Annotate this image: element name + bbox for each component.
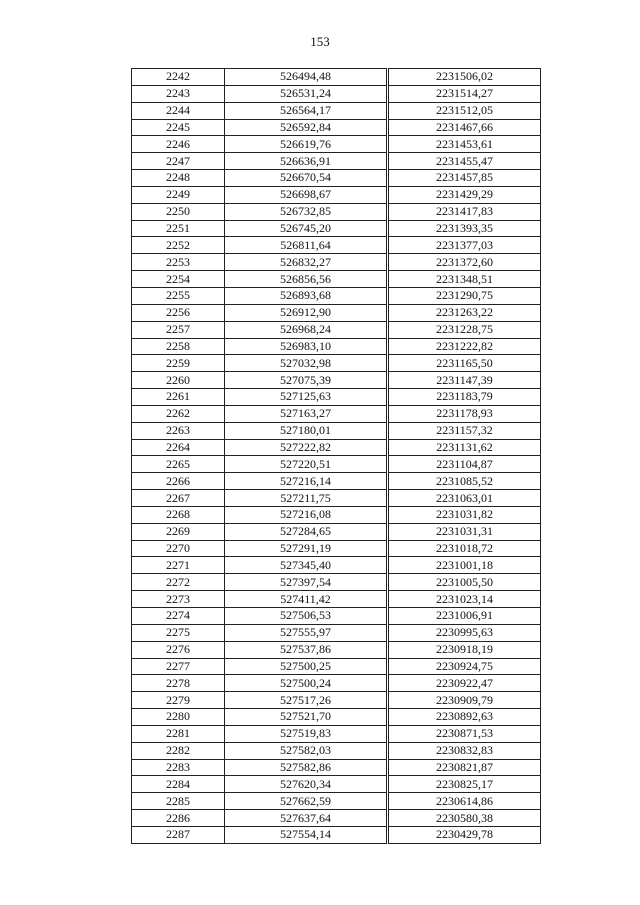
y-coordinate-cell: 2230429,78 bbox=[388, 826, 541, 843]
x-coordinate-cell: 527620,34 bbox=[225, 776, 388, 793]
point-number-cell: 2249 bbox=[132, 186, 225, 203]
y-coordinate-cell: 2231085,52 bbox=[388, 473, 541, 490]
point-number-cell: 2261 bbox=[132, 389, 225, 406]
table-row bbox=[132, 237, 541, 254]
point-number-cell: 2248 bbox=[132, 170, 225, 187]
table-row bbox=[132, 506, 541, 523]
table-row bbox=[132, 372, 541, 389]
y-coordinate-cell: 2231506,02 bbox=[388, 69, 541, 86]
y-coordinate-cell: 2231147,39 bbox=[388, 372, 541, 389]
y-coordinate-cell: 2230892,63 bbox=[388, 709, 541, 726]
point-number-cell: 2246 bbox=[132, 136, 225, 153]
x-coordinate-cell: 527284,65 bbox=[225, 523, 388, 540]
y-coordinate-cell: 2231063,01 bbox=[388, 490, 541, 507]
y-coordinate-cell: 2230580,38 bbox=[388, 810, 541, 827]
x-coordinate-cell: 526670,54 bbox=[225, 170, 388, 187]
table-row bbox=[132, 321, 541, 338]
point-number-cell: 2269 bbox=[132, 523, 225, 540]
table-row bbox=[132, 338, 541, 355]
table-row bbox=[132, 826, 541, 843]
table-row bbox=[132, 389, 541, 406]
table-row bbox=[132, 810, 541, 827]
x-coordinate-cell: 527582,03 bbox=[225, 742, 388, 759]
point-number-cell: 2259 bbox=[132, 355, 225, 372]
point-number-cell: 2264 bbox=[132, 439, 225, 456]
x-coordinate-cell: 527180,01 bbox=[225, 422, 388, 439]
table-row bbox=[132, 136, 541, 153]
point-number-cell: 2268 bbox=[132, 506, 225, 523]
point-number-cell: 2243 bbox=[132, 85, 225, 102]
y-coordinate-cell: 2231001,18 bbox=[388, 557, 541, 574]
x-coordinate-cell: 526912,90 bbox=[225, 304, 388, 321]
x-coordinate-cell: 527554,14 bbox=[225, 826, 388, 843]
x-coordinate-cell: 527345,40 bbox=[225, 557, 388, 574]
table-row bbox=[132, 439, 541, 456]
y-coordinate-cell: 2230825,17 bbox=[388, 776, 541, 793]
x-coordinate-cell: 526811,64 bbox=[225, 237, 388, 254]
point-number-cell: 2285 bbox=[132, 793, 225, 810]
y-coordinate-cell: 2231348,51 bbox=[388, 271, 541, 288]
table-row bbox=[132, 658, 541, 675]
y-coordinate-cell: 2231031,31 bbox=[388, 523, 541, 540]
y-coordinate-cell: 2230924,75 bbox=[388, 658, 541, 675]
x-coordinate-cell: 527216,08 bbox=[225, 506, 388, 523]
point-number-cell: 2260 bbox=[132, 372, 225, 389]
x-coordinate-cell: 527521,70 bbox=[225, 709, 388, 726]
y-coordinate-cell: 2231453,61 bbox=[388, 136, 541, 153]
table-row bbox=[132, 709, 541, 726]
x-coordinate-cell: 526968,24 bbox=[225, 321, 388, 338]
point-number-cell: 2271 bbox=[132, 557, 225, 574]
y-coordinate-cell: 2231104,87 bbox=[388, 456, 541, 473]
table-row bbox=[132, 540, 541, 557]
point-number-cell: 2279 bbox=[132, 692, 225, 709]
x-coordinate-cell: 527555,97 bbox=[225, 624, 388, 641]
point-number-cell: 2245 bbox=[132, 119, 225, 136]
point-number-cell: 2254 bbox=[132, 271, 225, 288]
y-coordinate-cell: 2230995,63 bbox=[388, 624, 541, 641]
x-coordinate-cell: 527500,25 bbox=[225, 658, 388, 675]
table-row bbox=[132, 574, 541, 591]
x-coordinate-cell: 526564,17 bbox=[225, 102, 388, 119]
y-coordinate-cell: 2231429,29 bbox=[388, 186, 541, 203]
y-coordinate-cell: 2230918,19 bbox=[388, 641, 541, 658]
table-row bbox=[132, 523, 541, 540]
x-coordinate-cell: 526531,24 bbox=[225, 85, 388, 102]
x-coordinate-cell: 527216,14 bbox=[225, 473, 388, 490]
y-coordinate-cell: 2231455,47 bbox=[388, 153, 541, 170]
table-row bbox=[132, 675, 541, 692]
x-coordinate-cell: 526619,76 bbox=[225, 136, 388, 153]
table-row bbox=[132, 203, 541, 220]
y-coordinate-cell: 2231157,32 bbox=[388, 422, 541, 439]
y-coordinate-cell: 2231512,05 bbox=[388, 102, 541, 119]
coordinates-table-body bbox=[132, 69, 541, 844]
table-row bbox=[132, 405, 541, 422]
table-row bbox=[132, 287, 541, 304]
point-number-cell: 2277 bbox=[132, 658, 225, 675]
point-number-cell: 2281 bbox=[132, 725, 225, 742]
page-number: 153 bbox=[310, 34, 330, 49]
x-coordinate-cell: 527411,42 bbox=[225, 591, 388, 608]
y-coordinate-cell: 2231467,66 bbox=[388, 119, 541, 136]
x-coordinate-cell: 526983,10 bbox=[225, 338, 388, 355]
x-coordinate-cell: 527500,24 bbox=[225, 675, 388, 692]
x-coordinate-cell: 527222,82 bbox=[225, 439, 388, 456]
y-coordinate-cell: 2231131,62 bbox=[388, 439, 541, 456]
x-coordinate-cell: 526856,56 bbox=[225, 271, 388, 288]
y-coordinate-cell: 2231290,75 bbox=[388, 287, 541, 304]
y-coordinate-cell: 2231377,03 bbox=[388, 237, 541, 254]
point-number-cell: 2280 bbox=[132, 709, 225, 726]
y-coordinate-cell: 2231005,50 bbox=[388, 574, 541, 591]
y-coordinate-cell: 2231006,91 bbox=[388, 608, 541, 625]
x-coordinate-cell: 527211,75 bbox=[225, 490, 388, 507]
table-row bbox=[132, 591, 541, 608]
point-number-cell: 2262 bbox=[132, 405, 225, 422]
table-row bbox=[132, 186, 541, 203]
x-coordinate-cell: 527075,39 bbox=[225, 372, 388, 389]
table-row bbox=[132, 85, 541, 102]
point-number-cell: 2272 bbox=[132, 574, 225, 591]
point-number-cell: 2251 bbox=[132, 220, 225, 237]
x-coordinate-cell: 526494,48 bbox=[225, 69, 388, 86]
point-number-cell: 2273 bbox=[132, 591, 225, 608]
table-row bbox=[132, 271, 541, 288]
point-number-cell: 2252 bbox=[132, 237, 225, 254]
table-row bbox=[132, 170, 541, 187]
x-coordinate-cell: 527125,63 bbox=[225, 389, 388, 406]
x-coordinate-cell: 527163,27 bbox=[225, 405, 388, 422]
point-number-cell: 2278 bbox=[132, 675, 225, 692]
y-coordinate-cell: 2230922,47 bbox=[388, 675, 541, 692]
table-row bbox=[132, 254, 541, 271]
table-row bbox=[132, 473, 541, 490]
x-coordinate-cell: 527662,59 bbox=[225, 793, 388, 810]
table-row bbox=[132, 742, 541, 759]
point-number-cell: 2276 bbox=[132, 641, 225, 658]
point-number-cell: 2242 bbox=[132, 69, 225, 86]
y-coordinate-cell: 2231393,35 bbox=[388, 220, 541, 237]
point-number-cell: 2244 bbox=[132, 102, 225, 119]
point-number-cell: 2287 bbox=[132, 826, 225, 843]
x-coordinate-cell: 526698,67 bbox=[225, 186, 388, 203]
point-number-cell: 2258 bbox=[132, 338, 225, 355]
y-coordinate-cell: 2231183,79 bbox=[388, 389, 541, 406]
x-coordinate-cell: 527582,86 bbox=[225, 759, 388, 776]
point-number-cell: 2284 bbox=[132, 776, 225, 793]
point-number-cell: 2263 bbox=[132, 422, 225, 439]
point-number-cell: 2282 bbox=[132, 742, 225, 759]
point-number-cell: 2275 bbox=[132, 624, 225, 641]
y-coordinate-cell: 2231417,83 bbox=[388, 203, 541, 220]
x-coordinate-cell: 527397,54 bbox=[225, 574, 388, 591]
table-row bbox=[132, 69, 541, 86]
x-coordinate-cell: 526636,91 bbox=[225, 153, 388, 170]
point-number-cell: 2270 bbox=[132, 540, 225, 557]
x-coordinate-cell: 526745,20 bbox=[225, 220, 388, 237]
y-coordinate-cell: 2231031,82 bbox=[388, 506, 541, 523]
y-coordinate-cell: 2231372,60 bbox=[388, 254, 541, 271]
y-coordinate-cell: 2231228,75 bbox=[388, 321, 541, 338]
y-coordinate-cell: 2230871,53 bbox=[388, 725, 541, 742]
x-coordinate-cell: 527537,86 bbox=[225, 641, 388, 658]
table-row bbox=[132, 490, 541, 507]
table-row bbox=[132, 119, 541, 136]
table-row bbox=[132, 153, 541, 170]
x-coordinate-cell: 526893,68 bbox=[225, 287, 388, 304]
y-coordinate-cell: 2231263,22 bbox=[388, 304, 541, 321]
table-row bbox=[132, 641, 541, 658]
y-coordinate-cell: 2230821,87 bbox=[388, 759, 541, 776]
table-row bbox=[132, 355, 541, 372]
point-number-cell: 2267 bbox=[132, 490, 225, 507]
point-number-cell: 2286 bbox=[132, 810, 225, 827]
table-row bbox=[132, 692, 541, 709]
y-coordinate-cell: 2231178,93 bbox=[388, 405, 541, 422]
table-row bbox=[132, 422, 541, 439]
table-row bbox=[132, 793, 541, 810]
point-number-cell: 2266 bbox=[132, 473, 225, 490]
point-number-cell: 2265 bbox=[132, 456, 225, 473]
y-coordinate-cell: 2230832,83 bbox=[388, 742, 541, 759]
x-coordinate-cell: 526732,85 bbox=[225, 203, 388, 220]
coordinates-table bbox=[131, 68, 541, 844]
y-coordinate-cell: 2231514,27 bbox=[388, 85, 541, 102]
point-number-cell: 2253 bbox=[132, 254, 225, 271]
table-row bbox=[132, 608, 541, 625]
y-coordinate-cell: 2231222,82 bbox=[388, 338, 541, 355]
table-row bbox=[132, 102, 541, 119]
table-row bbox=[132, 456, 541, 473]
y-coordinate-cell: 2231457,85 bbox=[388, 170, 541, 187]
point-number-cell: 2257 bbox=[132, 321, 225, 338]
y-coordinate-cell: 2230614,86 bbox=[388, 793, 541, 810]
x-coordinate-cell: 527506,53 bbox=[225, 608, 388, 625]
point-number-cell: 2274 bbox=[132, 608, 225, 625]
table-row bbox=[132, 220, 541, 237]
x-coordinate-cell: 527519,83 bbox=[225, 725, 388, 742]
x-coordinate-cell: 527517,26 bbox=[225, 692, 388, 709]
x-coordinate-cell: 527291,19 bbox=[225, 540, 388, 557]
table-row bbox=[132, 759, 541, 776]
table-row bbox=[132, 557, 541, 574]
x-coordinate-cell: 527637,64 bbox=[225, 810, 388, 827]
point-number-cell: 2256 bbox=[132, 304, 225, 321]
table-row bbox=[132, 725, 541, 742]
y-coordinate-cell: 2231018,72 bbox=[388, 540, 541, 557]
y-coordinate-cell: 2231023,14 bbox=[388, 591, 541, 608]
x-coordinate-cell: 526832,27 bbox=[225, 254, 388, 271]
y-coordinate-cell: 2231165,50 bbox=[388, 355, 541, 372]
point-number-cell: 2247 bbox=[132, 153, 225, 170]
x-coordinate-cell: 526592,84 bbox=[225, 119, 388, 136]
y-coordinate-cell: 2230909,79 bbox=[388, 692, 541, 709]
point-number-cell: 2255 bbox=[132, 287, 225, 304]
x-coordinate-cell: 527032,98 bbox=[225, 355, 388, 372]
table-row bbox=[132, 624, 541, 641]
point-number-cell: 2283 bbox=[132, 759, 225, 776]
point-number-cell: 2250 bbox=[132, 203, 225, 220]
x-coordinate-cell: 527220,51 bbox=[225, 456, 388, 473]
table-row bbox=[132, 304, 541, 321]
table-row bbox=[132, 776, 541, 793]
